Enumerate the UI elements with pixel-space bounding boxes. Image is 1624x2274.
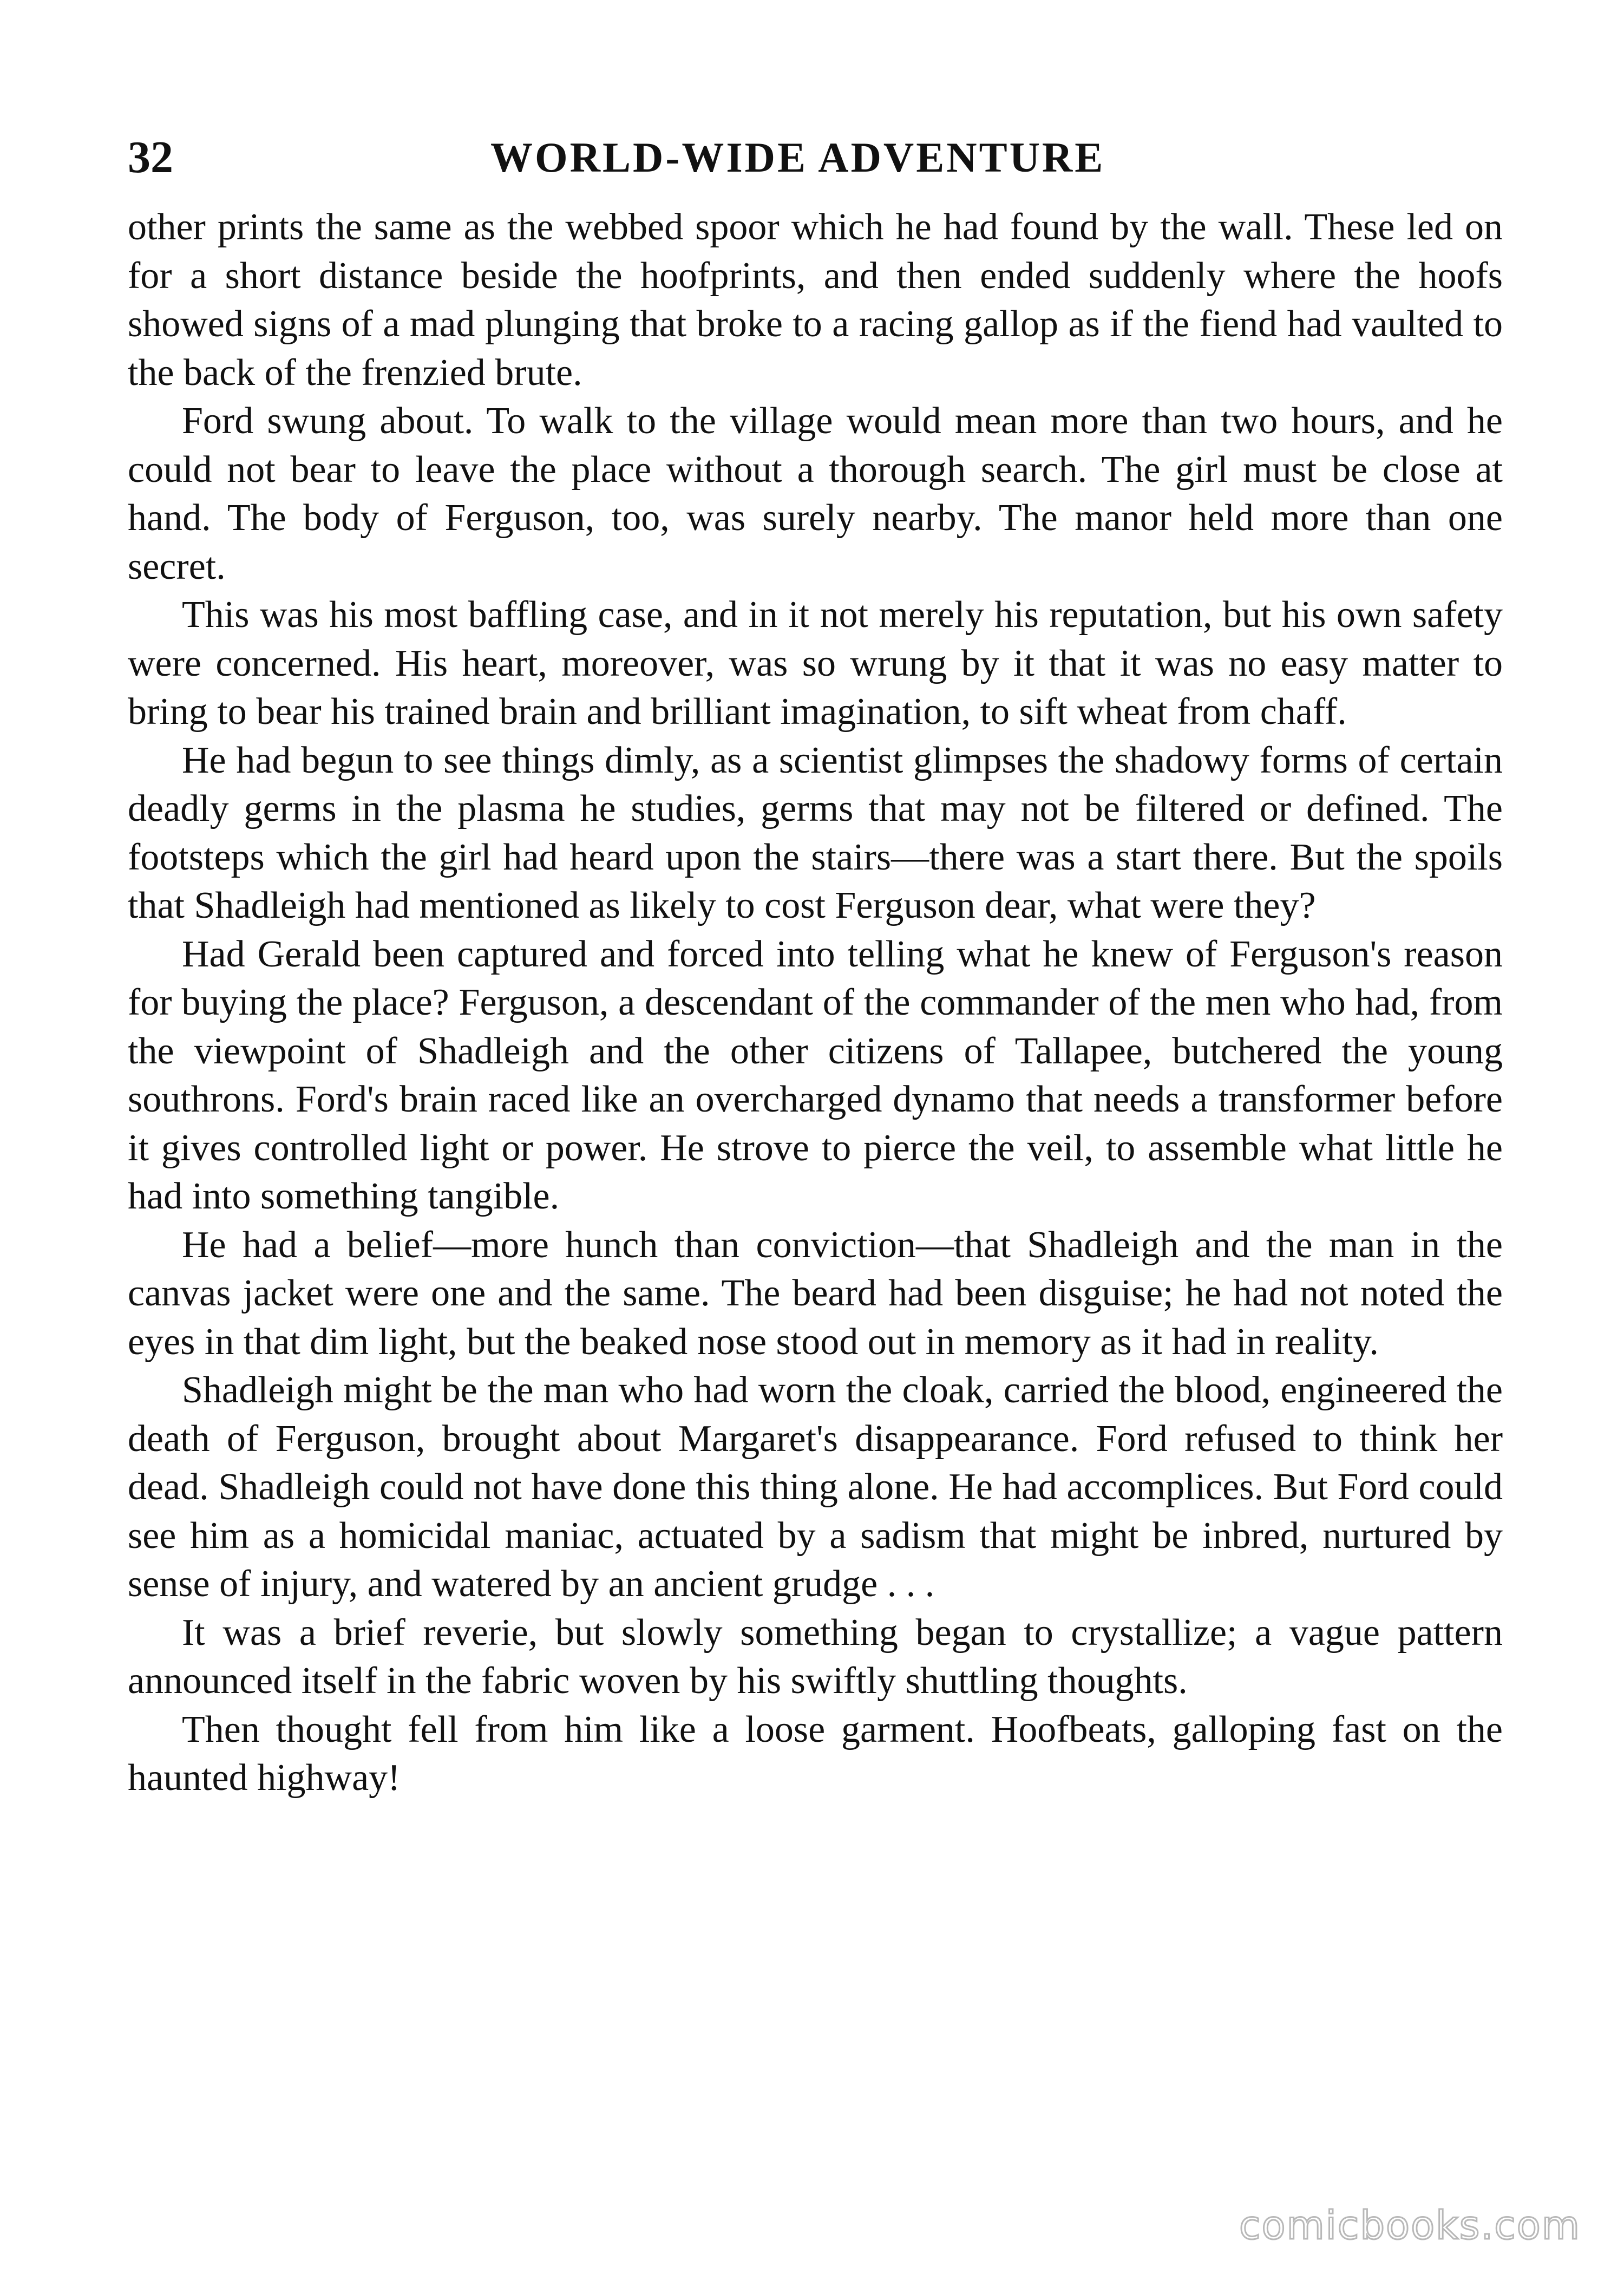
page-header — [128, 128, 1503, 187]
body-text — [128, 203, 1503, 1802]
paragraph: It was a brief reverie, but slowly something began to crystallize; a vague pattern announced itself in the fabric woven by his swiftly shuttling thoughts. — [128, 1611, 1503, 1702]
page-number: 32 — [128, 132, 173, 182]
paragraph: Then thought fell from him like a loose garment. Hoofbeats, galloping fast on the haunted highway! — [128, 1708, 1503, 1799]
paragraph: other prints the same as the webbed spoor which he had found by the wall. These led on for a short distance beside the hoofprints, and then ended suddenly where the hoofs showed signs of a mad plunging that broke to a racing gallop as if the fiend had vaulted to the back of the frenzied brute. — [128, 206, 1503, 394]
paragraph: Ford swung about. To walk to the village would mean more than two hours, and he could not bear to leave the place without a thorough search. The girl must be close at hand. The body of Ferguson, too, was surely nearby. The manor held more than one secret. — [128, 400, 1503, 587]
paragraph: He had begun to see things dimly, as a scientist glimpses the shadowy forms of certain deadly germs in the plasma he studies, germs that may not be filtered or defined. The footsteps which the girl had heard upon the stairs—there was a start there. But the spoils that Shadleigh had mentioned as likely to cost Ferguson dear, what were they? — [128, 739, 1503, 926]
running-head: WORLD-WIDE ADVENTURE — [490, 134, 1105, 181]
paragraph: He had a belief—more hunch than conviction—that Shadleigh and the man in the canvas jacket were one and the same. The beard had been disguise; he had not noted the eyes in that dim light, but the beaked nose stood out in memory as it had in reality. — [128, 1224, 1503, 1363]
paragraph: This was his most baffling case, and in it not merely his reputation, but his own safety were concerned. His heart, moreover, was so wrung by it that it was no easy matter to bring to bear his trained brain and brilliant imagination, to sift wheat from chaff. — [128, 594, 1503, 733]
paragraph: Shadleigh might be the man who had worn the cloak, carried the blood, engineered the death of Ferguson, brought about Margaret's disappearance. Ford refused to think her dead. Shadleigh could not have done this thing alone. He had accomplices. But Ford could see him as a homicidal maniac, actuated by a sadism that might be inbred, nurtured by sense of injury, and watered by an ancient grudge . . . — [128, 1369, 1503, 1605]
watermark: comicbooks.com — [1239, 2203, 1581, 2248]
paragraph: Had Gerald been captured and forced into telling what he knew of Ferguson's reason for buying the place? Ferguson, a descendant of the commander of the men who had, from the viewpoint of Shadleigh and the other citizens of Tallapee, butchered the young southrons. Ford's brain raced like an overcharged dynamo that needs a transformer before it gives controlled light or power. He strove to pierce the veil, to assemble what little he had into something tangible. — [128, 933, 1503, 1217]
